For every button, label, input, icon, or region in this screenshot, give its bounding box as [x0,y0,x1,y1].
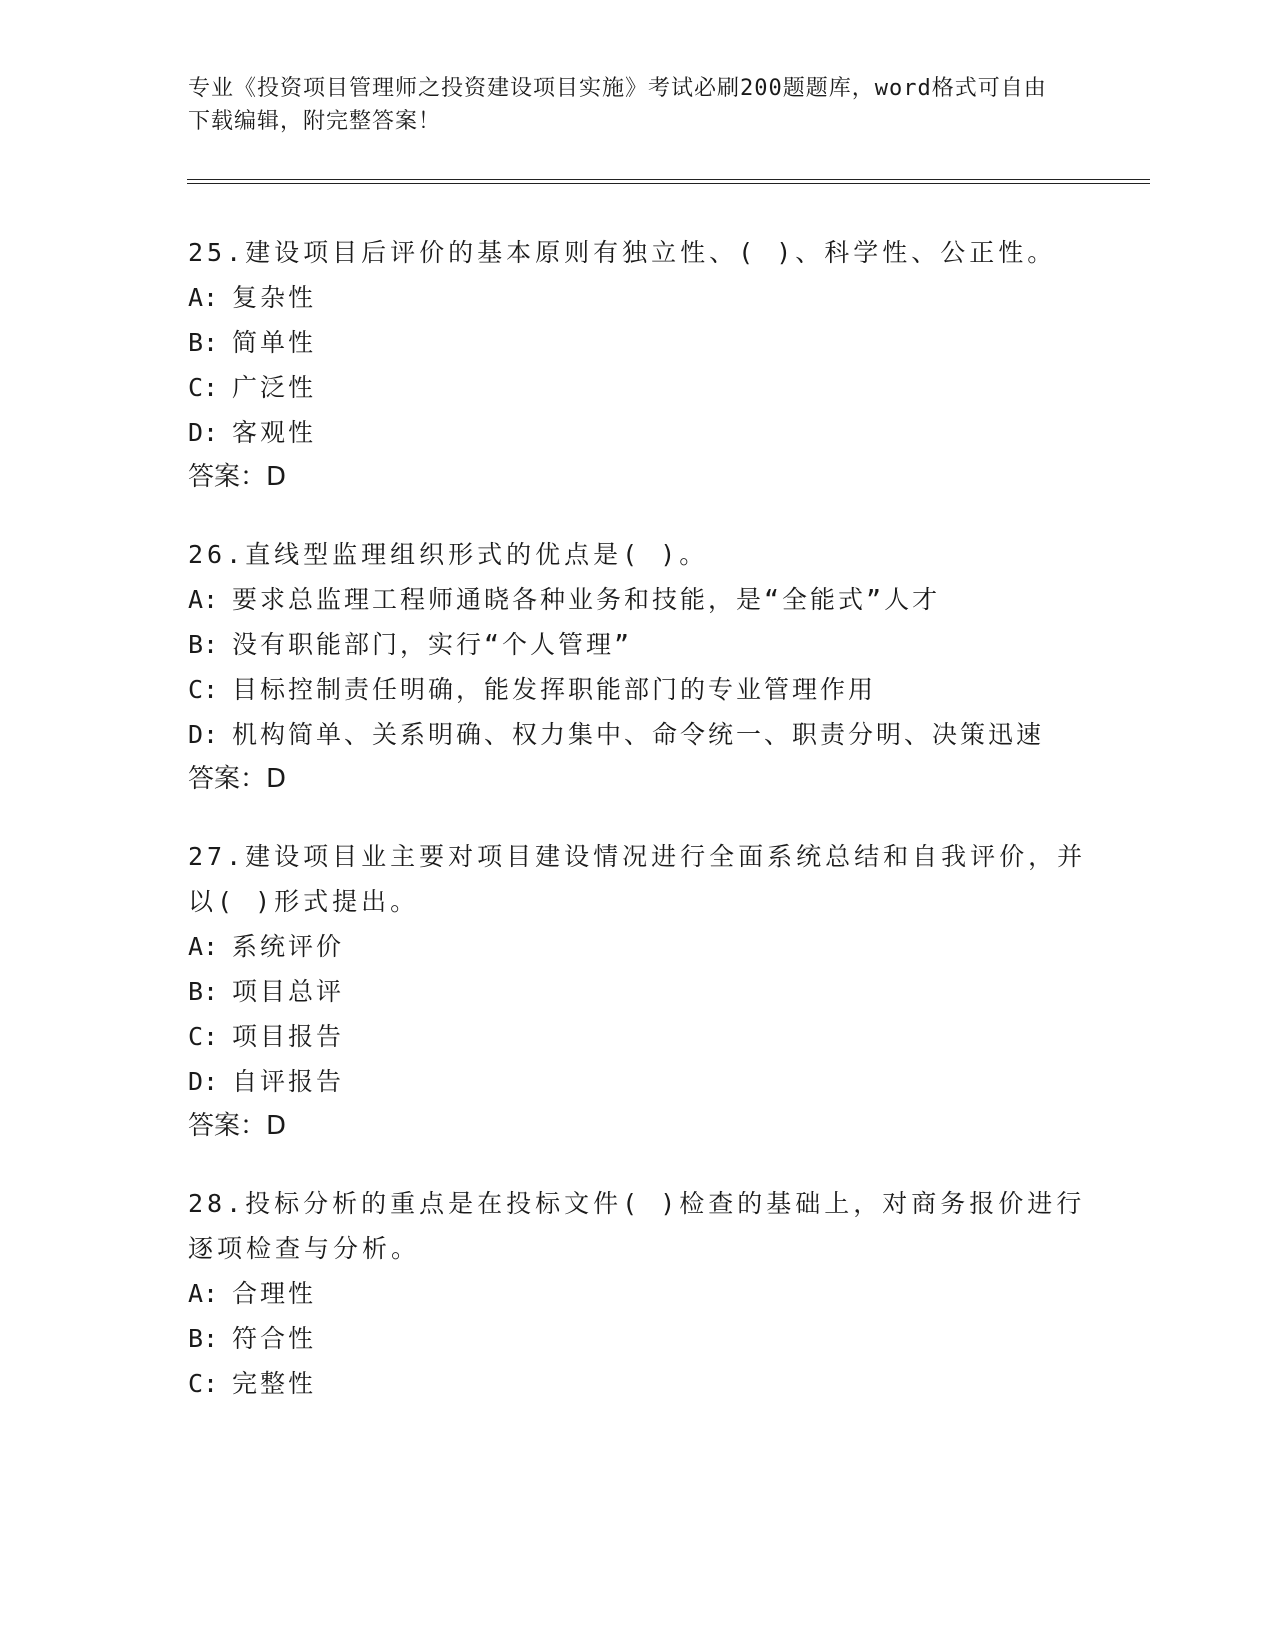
option-text: 符合性 [232,1324,317,1353]
option-a [188,1271,1088,1316]
option-letter: C: [188,373,219,402]
option-letter: C: [188,1022,219,1051]
option-text: 复杂性 [232,283,317,312]
option-letter: C: [188,675,219,704]
option-letter: C: [188,1369,219,1398]
option-letter: B: [188,977,219,1006]
question-26 [188,532,1088,802]
option-text: 机构简单、关系明确、权力集中、命令统一、职责分明、决策迅速 [232,720,1045,749]
question-stem: 27.建设项目业主要对项目建设情况进行全面系统总结和自我评价，并以( )形式提出。 [188,842,1087,916]
option-c [188,1361,1088,1406]
option-b [188,1316,1088,1361]
option-a [188,577,1088,622]
option-c [188,667,1088,712]
option-text: 项目报告 [232,1022,345,1051]
option-c [188,365,1088,410]
option-text: 要求总监理工程师通晓各种业务和技能，是“全能式”人才 [232,585,941,614]
page-header: 专业《投资项目管理师之投资建设项目实施》考试必刷200题题库，word格式可自由下载编辑，附完整答案！ [188,76,1047,134]
option-b [188,320,1088,365]
question-stem: 26.直线型监理组织形式的优点是( )。 [188,540,709,569]
answer-line: 答案：D [188,462,287,492]
question-27 [188,834,1088,1149]
header-rule-top [187,179,1150,180]
question-28 [188,1181,1088,1406]
option-text: 项目总评 [232,977,345,1006]
option-text: 简单性 [232,328,317,357]
option-text: 广泛性 [232,373,317,402]
option-c [188,1014,1088,1059]
option-letter: A: [188,932,219,961]
option-d [188,410,1088,455]
answer-line: 答案：D [188,1111,287,1141]
question-stem: 25.建设项目后评价的基本原则有独立性、( )、科学性、公正性。 [188,238,1057,267]
option-d [188,1059,1088,1104]
option-text: 客观性 [232,418,317,447]
question-25 [188,230,1088,500]
question-list [188,230,1088,1438]
header-rule-bottom [187,183,1150,184]
option-letter: D: [188,720,219,749]
option-text: 完整性 [232,1369,317,1398]
option-a [188,924,1088,969]
option-letter: B: [188,1324,219,1353]
option-b [188,969,1088,1014]
option-letter: A: [188,283,219,312]
option-letter: B: [188,328,219,357]
answer-line: 答案：D [188,764,287,794]
option-b [188,622,1088,667]
option-text: 没有职能部门，实行“个人管理” [232,630,633,659]
option-a [188,275,1088,320]
option-text: 自评报告 [232,1067,345,1096]
option-letter: A: [188,1279,219,1308]
option-letter: A: [188,585,219,614]
option-text: 系统评价 [232,932,345,961]
option-d [188,712,1088,757]
option-text: 目标控制责任明确，能发挥职能部门的专业管理作用 [232,675,877,704]
option-text: 合理性 [232,1279,317,1308]
option-letter: D: [188,1067,219,1096]
question-stem: 28.投标分析的重点是在投标文件( )检查的基础上，对商务报价进行逐项检查与分析。 [188,1189,1086,1263]
option-letter: D: [188,418,219,447]
option-letter: B: [188,630,219,659]
